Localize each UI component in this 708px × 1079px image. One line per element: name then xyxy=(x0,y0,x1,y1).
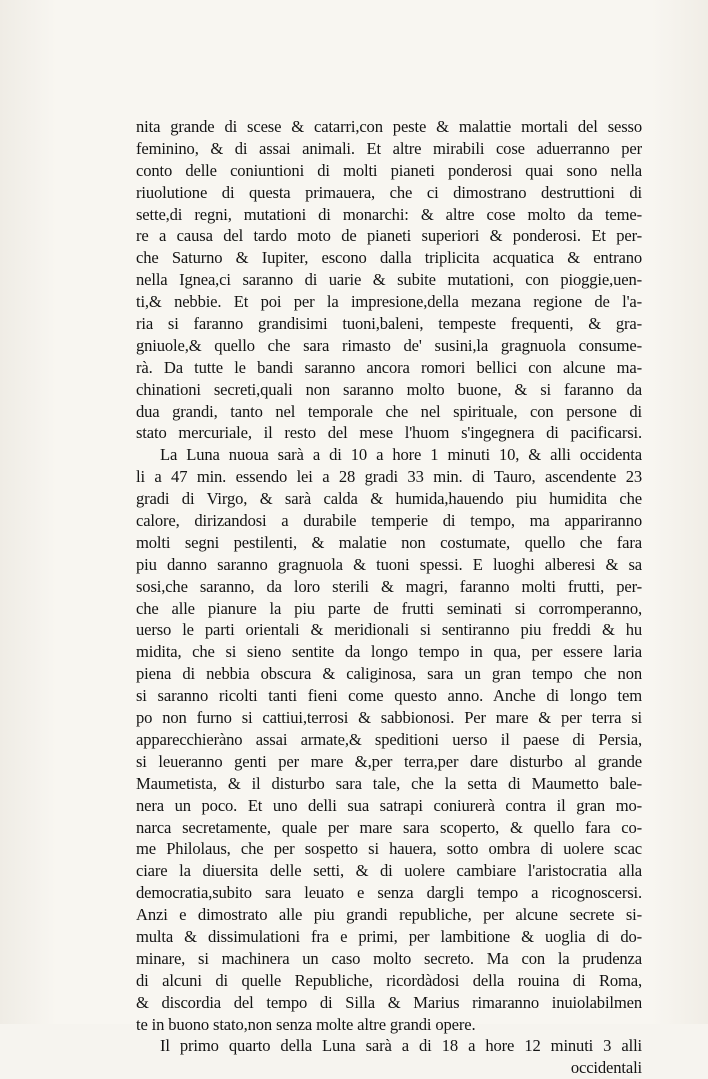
text-line: minare, si machinera un caso molto secreto. Ma con la prudenza xyxy=(136,948,642,968)
text-line: che Saturno & Iupiter, escono dalla triplicita acquatica & entrano xyxy=(136,248,642,268)
text-line: piu danno saranno gragnuola & tuoni spessi. E luoghi alberesi & sa xyxy=(136,554,642,574)
text-line: li a 47 min. essendo lei a 28 gradi 33 min. di Tauro, ascendente 23 xyxy=(136,467,642,487)
text-line: gniuole,& quello che sara rimasto de' susini,la gragnuola consume- xyxy=(136,335,642,355)
text-line: molti segni pestilenti, & malatie non costumate, quello che fara xyxy=(136,532,642,552)
text-line: po non furno si cattiui,terrosi & sabbionosi. Per mare & per terra si xyxy=(136,708,642,728)
text-line: stato mercuriale, il resto del mese l'huom s'ingegnera di pacificarsi. xyxy=(136,423,642,443)
text-line: re a causa del tardo moto de pianeti superiori & ponderosi. Et per- xyxy=(136,226,642,246)
text-line: apparecchieràno assai armate,& speditioni uerso il paese di Persia, xyxy=(136,729,642,749)
text-line: piena di nebbia obscura & caliginosa, sara un gran tempo che non xyxy=(136,664,642,684)
text-line: nita grande di scese & catarri,con peste & malattie mortali del sesso xyxy=(136,117,642,136)
text-line: rà. Da tutte le bandi saranno ancora romori bellici con alcune ma- xyxy=(136,357,642,377)
page-text-block xyxy=(136,116,642,1079)
text-line: me Philolaus, che per sospetto si hauera, sotto ombra di uolere scac xyxy=(136,839,642,859)
text-line: conto delle coniuntioni di molti pianeti ponderosi quai sono nella xyxy=(136,160,642,180)
text-line: nella Ignea,ci saranno di uarie & subite mutationi, con pioggie,uen- xyxy=(136,270,642,290)
text-line: che alle pianure la piu parte de frutti seminati si corromperanno, xyxy=(136,598,642,618)
text-line: midita, che si sieno sentite da longo tempo in qua, per essere laria xyxy=(136,642,642,662)
catchword-line: occidentali xyxy=(570,1058,642,1078)
text-line: narca secretamente, quale per mare sara scoperto, & quello fara co- xyxy=(136,817,642,837)
text-line: dua grandi, tanto nel temporale che nel spirituale, con persone di xyxy=(136,401,642,421)
text-line: si saranno ricolti tanti fieni come questo anno. Anche di longo tem xyxy=(136,686,642,706)
text-line: nera un poco. Et uno delli sua satrapi coniurerà contra il gran mo- xyxy=(136,795,642,815)
paragraph-end-line: te in buono stato,non senza molte altre grandi opere. xyxy=(136,1014,476,1034)
text-line: di alcuni di quelle Republiche, ricordàdosi della rouina di Roma, xyxy=(136,970,642,990)
text-line: chinationi secreti,quali non saranno molto buone, & si faranno da xyxy=(136,379,642,399)
paragraph-start-line: Il primo quarto della Luna sarà a di 18 a hore 12 minuti 3 alli xyxy=(160,1036,642,1056)
text-line: calore, dirizandosi a durabile temperie di tempo, ma appariranno xyxy=(136,511,642,531)
text-line: Anzi e dimostrato alle piu grandi republiche, per alcune secrete si- xyxy=(136,905,642,925)
text-line: ciare la diuersita delle setti, & di uolere cambiare l'aristocratia alla xyxy=(136,861,642,881)
text-line: gradi di Virgo, & sarà calda & humida,hauendo piu humidita che xyxy=(136,489,642,509)
text-line: riuolutione di questa primauera, che ci dimostrano destruttioni di xyxy=(136,182,642,202)
paragraph-start-line: La Luna nuoua sarà a di 10 a hore 1 minuti 10, & alli occidenta xyxy=(160,445,642,465)
text-line: sette,di regni, mutationi di monarchi: & altre cose molto da teme- xyxy=(136,204,642,224)
text-line: uerso le parti orientali & meridionali si sentiranno piu freddi & hu xyxy=(136,620,642,640)
text-line: ti,& nebbie. Et poi per la impresione,della mezana regione de l'a- xyxy=(136,292,642,312)
text-line: ria si faranno grandisimi tuoni,baleni, tempeste frequenti, & gra- xyxy=(136,314,642,334)
text-line: feminino, & di assai animali. Et altre mirabili cose aduerranno per xyxy=(136,138,642,158)
text-line: multa & dissimulationi fra e primi, per lambitione & uoglia di do- xyxy=(136,926,642,946)
text-line: Maumetista, & il disturbo sara tale, che la setta di Maumetto bale- xyxy=(136,773,642,793)
text-line: democratia,subito sara leuato e senza dargli tempo a ricognoscersi. xyxy=(136,883,642,903)
text-line: & discordia del tempo di Silla & Marius rimaranno inuiolabilmen xyxy=(136,992,642,1012)
text-line: si leueranno genti per mare &,per terra,per dare disturbo al grande xyxy=(136,751,642,771)
text-line: sosi,che saranno, da loro sterili & magri, faranno molti frutti, per- xyxy=(136,576,642,596)
